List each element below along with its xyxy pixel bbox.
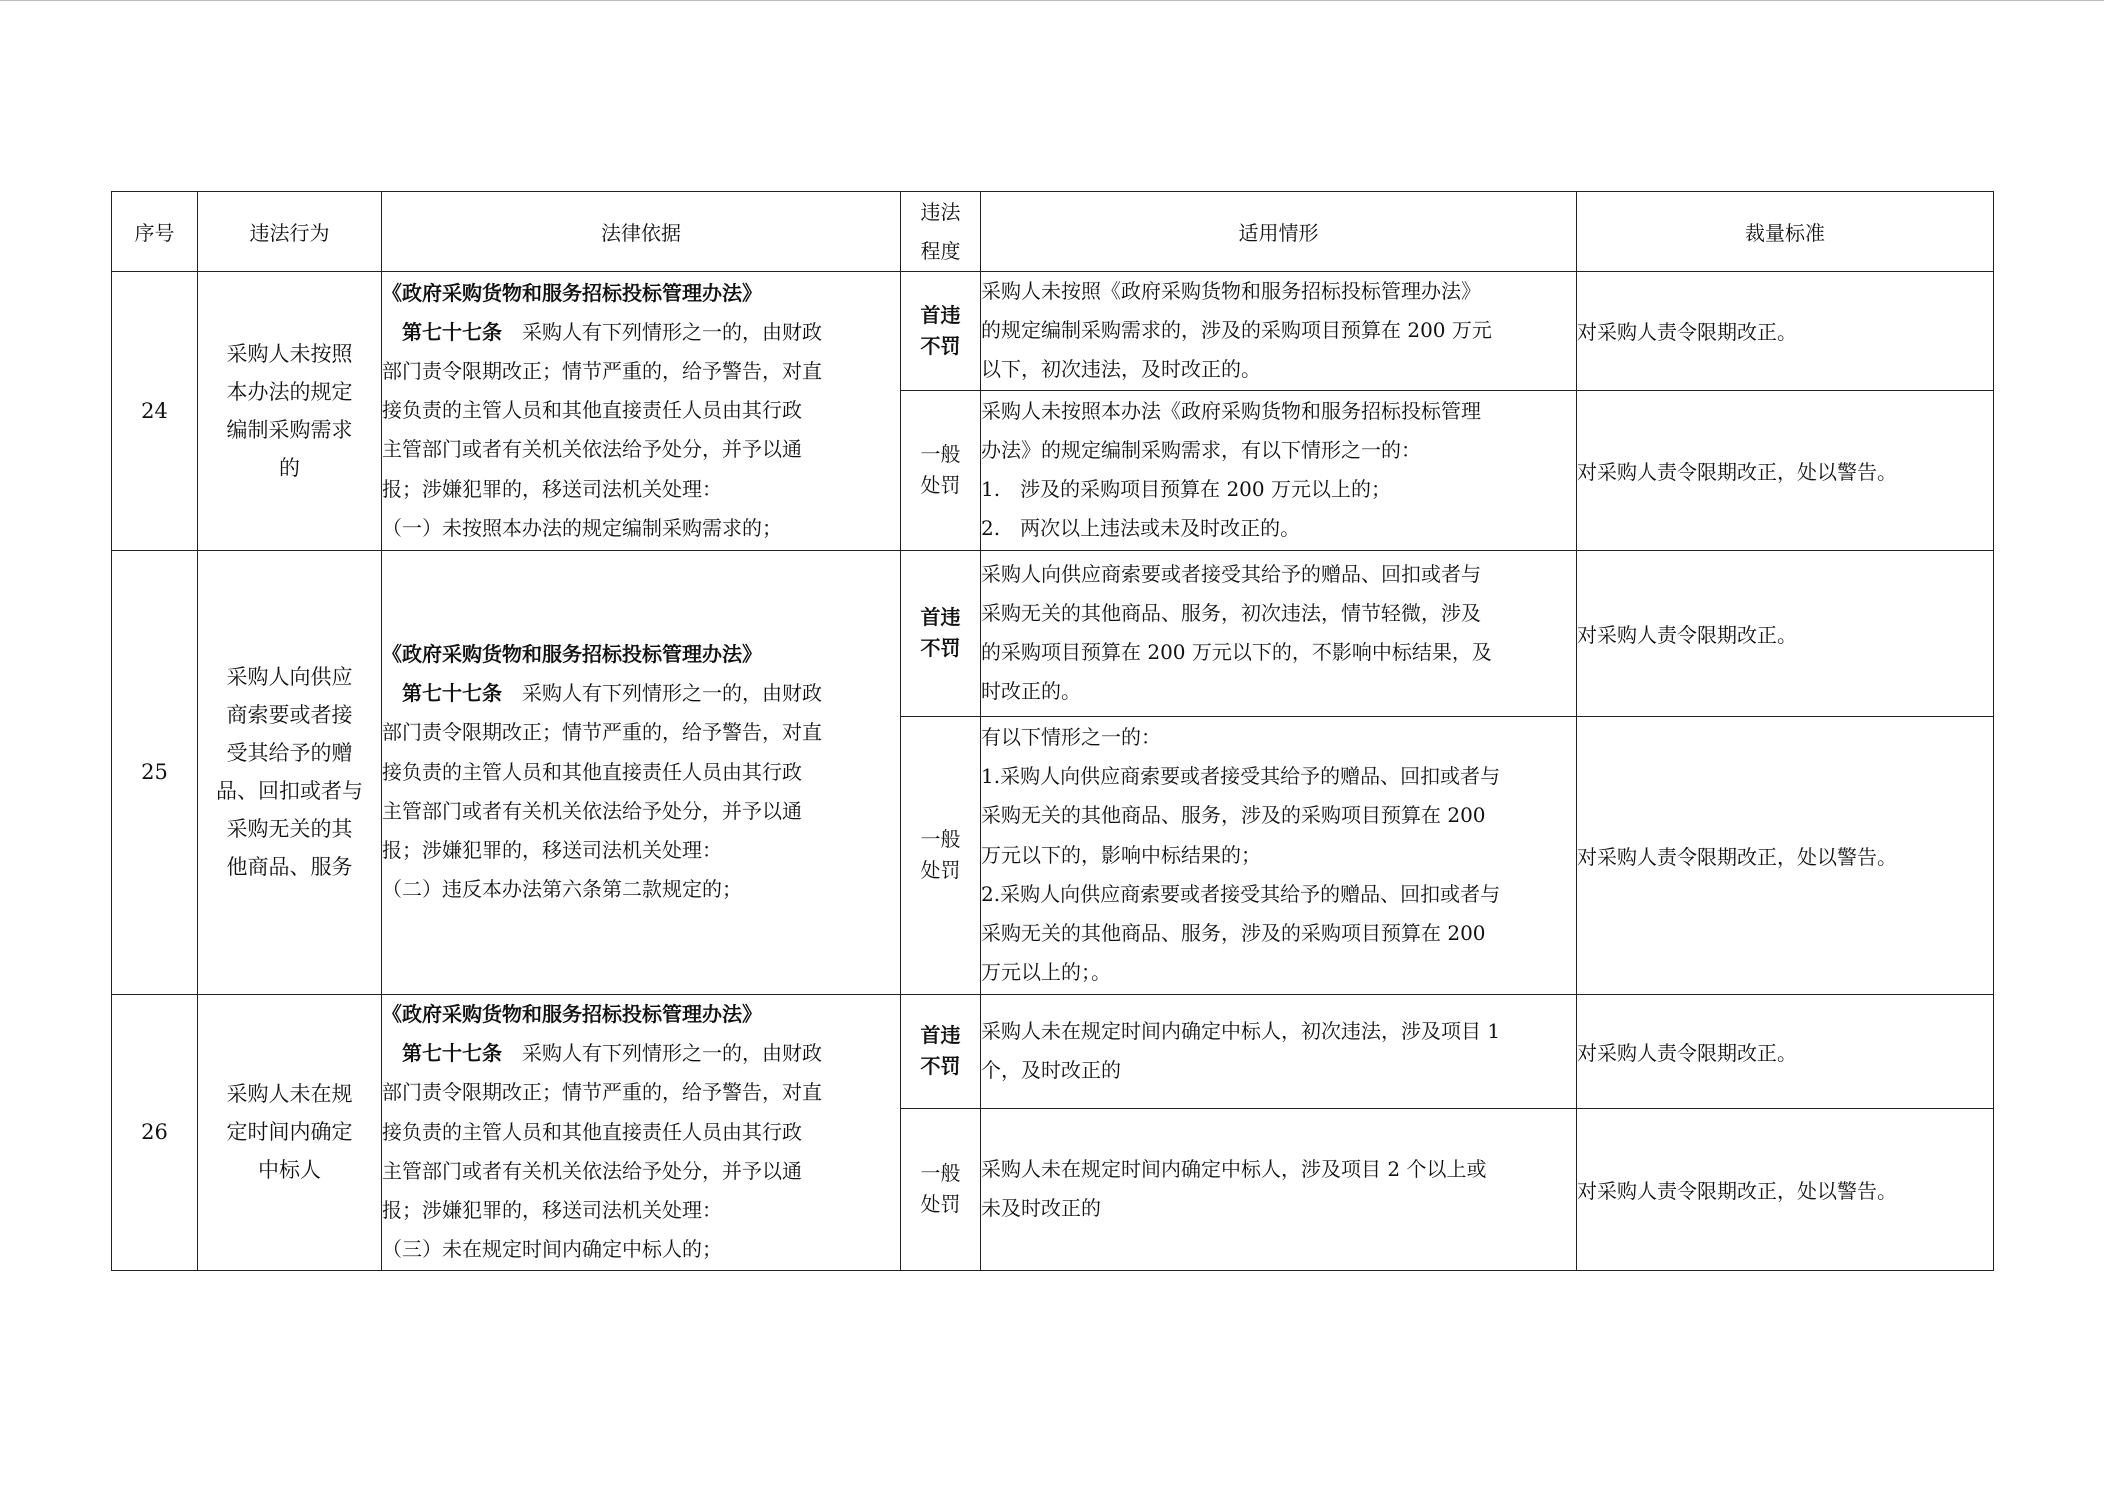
degree-cell (901, 994, 981, 1108)
law-line: 接负责的主管人员和其他直接责任人员由其行政 (382, 1119, 802, 1144)
law-line: 部门责令限期改正；情节严重的，给予警告，对直 (382, 720, 822, 745)
situation-line: 1. 涉及的采购项目预算在 200 万元以上的； (981, 477, 1391, 502)
header-standard: 裁量标准 (1577, 192, 1994, 272)
law-line: 部门责令限期改正；情节严重的，给予警告，对直 (382, 359, 822, 383)
violation-line: 中标人 (258, 1158, 321, 1183)
degree-cell (901, 390, 981, 550)
standard-cell: 对采购人责令限期改正。 (1577, 550, 1994, 716)
situation-line: 万元以下的，影响中标结果的； (981, 842, 1261, 867)
law-line: 接负责的主管人员和其他直接责任人员由其行政 (382, 398, 802, 423)
violation-line: 定时间内确定 (226, 1120, 353, 1145)
situation-line: 有以下情形之一的： (981, 724, 1161, 749)
situation-line: 时改正的。 (981, 679, 1081, 704)
situation-line: 的采购项目预算在 200 万元以下的，不影响中标结果，及 (981, 640, 1492, 665)
situation-line: 采购人未在规定时间内确定中标人，初次违法，涉及项目 1 (981, 1018, 1501, 1043)
header-degree-line-2: 程度 (920, 238, 961, 263)
standard-cell: 对采购人责令限期改正。 (1577, 994, 1994, 1108)
situation-cell (981, 716, 1577, 994)
situation-cell (981, 390, 1577, 550)
law-line: 主管部门或者有关机关依法给予处分，并予以通 (382, 1158, 802, 1183)
degree-cell (901, 272, 981, 391)
degree-line: 首违 (920, 605, 961, 630)
law-line: 采购人有下列情形之一的，由财政 (522, 319, 822, 344)
degree-line: 处罚 (920, 473, 961, 498)
violation-line: 的 (279, 455, 300, 480)
situation-cell (981, 994, 1577, 1108)
situation-line: 2.采购人向供应商索要或者接受其给予的赠品、回扣或者与 (981, 881, 1501, 906)
header-act: 违法行为 (198, 192, 382, 272)
page-top-edge (0, 0, 2104, 1)
law-line: 接负责的主管人员和其他直接责任人员由其行政 (382, 759, 802, 784)
degree-cell (901, 716, 981, 994)
seq-cell: 26 (112, 994, 198, 1270)
violation-line: 采购人向供应 (226, 665, 353, 690)
law-line: 采购人有下列情形之一的，由财政 (522, 681, 822, 706)
law-line: 报；涉嫌犯罪的，移送司法机关处理： (382, 476, 722, 501)
law-line: （三）未在规定时间内确定中标人的； (382, 1237, 722, 1262)
degree-cell (901, 1108, 981, 1270)
law-line: 主管部门或者有关机关依法给予处分，并予以通 (382, 798, 802, 823)
legal-basis-cell (382, 272, 901, 551)
law-book-title: 《政府采购货物和服务招标投标管理办法》 (382, 1001, 762, 1026)
legal-basis-cell (382, 550, 901, 994)
law-line: （二）违反本办法第六条第二款规定的； (382, 877, 742, 902)
situation-line: 未及时改正的 (981, 1196, 1101, 1221)
law-line: 主管部门或者有关机关依法给予处分，并予以通 (382, 437, 802, 462)
situation-line: 采购人未在规定时间内确定中标人，涉及项目 2 个以上或 (981, 1156, 1487, 1181)
violation-cell (198, 994, 382, 1270)
header-degree (901, 192, 981, 272)
degree-line: 不罚 (920, 636, 961, 661)
violation-line: 他商品、服务 (226, 855, 353, 880)
violation-line: 品、回扣或者与 (216, 779, 363, 804)
situation-line: 采购人未按照本办法《政府采购货物和服务招标投标管理 (981, 398, 1481, 423)
situation-line: 办法》的规定编制采购需求，有以下情形之一的： (981, 437, 1421, 462)
law-line: （一）未按照本办法的规定编制采购需求的； (382, 515, 782, 540)
law-article: 第七十七条 (402, 1041, 502, 1066)
violation-line: 本办法的规定 (226, 379, 353, 404)
standard-cell: 对采购人责令限期改正，处以警告。 (1577, 716, 1994, 994)
situation-line: 万元以上的；。 (981, 960, 1111, 985)
situation-line: 采购人未按照《政府采购货物和服务招标投标管理办法》 (981, 279, 1481, 303)
discretion-standard-table (111, 191, 1994, 1271)
violation-cell (198, 550, 382, 994)
situation-line: 采购无关的其他商品、服务，初次违法，情节轻微，涉及 (981, 600, 1481, 625)
violation-line: 受其给予的赠 (226, 741, 353, 766)
situation-cell (981, 1108, 1577, 1270)
law-line: 采购人有下列情形之一的，由财政 (522, 1041, 822, 1066)
header-degree-line-1: 违法 (920, 199, 961, 224)
degree-line: 处罚 (920, 858, 961, 883)
header-law: 法律依据 (382, 192, 901, 272)
situation-line: 以下，初次违法，及时改正的。 (981, 357, 1261, 382)
legal-basis-cell (382, 994, 901, 1270)
situation-line: 采购无关的其他商品、服务，涉及的采购项目预算在 200 (981, 920, 1486, 945)
degree-line: 不罚 (920, 333, 961, 358)
situation-line: 个，及时改正的 (981, 1058, 1121, 1083)
table-row (112, 550, 1994, 716)
violation-line: 采购人未按照 (226, 341, 353, 366)
header-row (112, 192, 1994, 272)
table-row (112, 994, 1994, 1108)
degree-line: 不罚 (920, 1054, 961, 1079)
situation-line: 2. 两次以上违法或未及时改正的。 (981, 516, 1301, 541)
situation-line: 1.采购人向供应商索要或者接受其给予的赠品、回扣或者与 (981, 764, 1501, 789)
standard-cell: 对采购人责令限期改正。 (1577, 272, 1994, 391)
violation-line: 采购人未在规 (226, 1082, 353, 1107)
violation-line: 编制采购需求 (226, 417, 353, 442)
degree-line: 首违 (920, 1023, 961, 1048)
situation-cell (981, 550, 1577, 716)
standard-cell: 对采购人责令限期改正，处以警告。 (1577, 1108, 1994, 1270)
situation-cell (981, 272, 1577, 391)
degree-line: 一般 (920, 442, 961, 467)
law-article: 第七十七条 (402, 319, 502, 344)
degree-line: 首违 (920, 302, 961, 327)
header-situation: 适用情形 (981, 192, 1577, 272)
degree-line: 处罚 (920, 1192, 961, 1217)
law-book-title: 《政府采购货物和服务招标投标管理办法》 (382, 280, 762, 305)
situation-line: 采购人向供应商索要或者接受其给予的赠品、回扣或者与 (981, 561, 1481, 586)
degree-cell (901, 550, 981, 716)
law-line: 报；涉嫌犯罪的，移送司法机关处理： (382, 1197, 722, 1222)
violation-line: 商索要或者接 (226, 703, 353, 728)
table-row (112, 272, 1994, 391)
seq-cell: 24 (112, 272, 198, 551)
standard-cell: 对采购人责令限期改正，处以警告。 (1577, 390, 1994, 550)
law-article: 第七十七条 (402, 681, 502, 706)
degree-line: 一般 (920, 827, 961, 852)
header-seq: 序号 (112, 192, 198, 272)
degree-line: 一般 (920, 1161, 961, 1186)
situation-line: 采购无关的其他商品、服务，涉及的采购项目预算在 200 (981, 803, 1486, 828)
law-book-title: 《政府采购货物和服务招标投标管理办法》 (382, 641, 762, 666)
law-line: 报；涉嫌犯罪的，移送司法机关处理： (382, 837, 722, 862)
situation-line: 的规定编制采购需求的，涉及的采购项目预算在 200 万元 (981, 318, 1492, 343)
violation-line: 采购无关的其 (226, 817, 353, 842)
violation-cell (198, 272, 382, 551)
seq-cell: 25 (112, 550, 198, 994)
law-line: 部门责令限期改正；情节严重的，给予警告，对直 (382, 1080, 822, 1105)
